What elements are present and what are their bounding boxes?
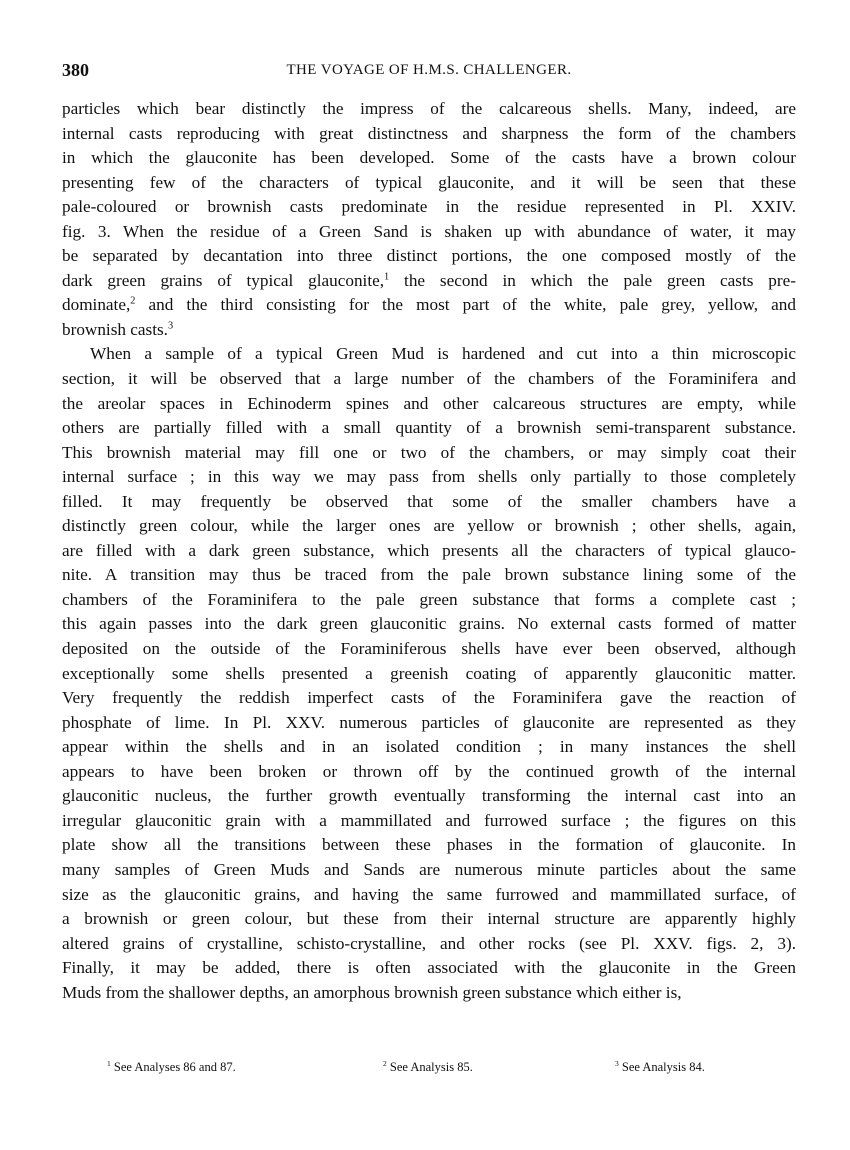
- footnote-text: See Analysis 84.: [621, 1060, 705, 1074]
- paragraph: [62, 97, 796, 342]
- footnote: [615, 1060, 705, 1075]
- text-line: fig. 3. When the residue of a Green Sand is shaken up with abundance of water, it may: [62, 221, 796, 241]
- text-line: distinctly green colour, while the larger ones are yellow or brownish ; other shells, again,: [62, 516, 796, 536]
- text-line: internal casts reproducing with great distinctness and sharpness the form of the chambers: [62, 123, 796, 143]
- text-line: be separated by decantation into three distinct portions, the one composed mostly of the: [62, 246, 796, 266]
- text-line: pale-coloured or brownish casts predominate in the residue represented in Pl. XXIV.: [62, 197, 796, 217]
- footnote-mark: 2: [383, 1058, 387, 1068]
- text-line: nite. A transition may thus be traced from the pale brown substance lining some of the: [62, 565, 796, 585]
- text-line: internal surface ; in this way we may pass from shells only partially to those completely: [62, 467, 796, 487]
- text-line: the areolar spaces in Echinoderm spines and other calcareous structures are empty, while: [62, 393, 796, 413]
- footnote: [383, 1060, 473, 1075]
- text-line: are filled with a dark green substance, which presents all the characters of typical glauco-: [62, 540, 796, 560]
- text-line: presenting few of the characters of typical glauconite, and it will be seen that these: [62, 172, 796, 192]
- running-title: THE VOYAGE OF H.M.S. CHALLENGER.: [286, 62, 572, 78]
- text-line: dominate,$^2$ and the third consisting for the most part of the white, pale grey, yellow, and: [62, 295, 796, 315]
- text-line: irregular glauconitic grain with a mammillated and furrowed surface ; the figures on this: [62, 810, 796, 830]
- text-line: this again passes into the dark green glauconitic grains. No external casts formed of matter: [62, 614, 796, 634]
- footnote-text: See Analysis 85.: [389, 1060, 473, 1074]
- body-text: [62, 97, 796, 1005]
- text-line: Finally, it may be added, there is often associated with the glauconite in the Green: [62, 958, 796, 978]
- text-line: When a sample of a typical Green Mud is hardened and cut into a thin microscopic: [90, 344, 796, 364]
- text-line: chambers of the Foraminifera to the pale green substance that forms a complete cast ;: [62, 589, 796, 609]
- footnote-reference: 3: [167, 320, 174, 332]
- text-line: dark green grains of typical glauconite,$^1$ the second in which the pale green casts pre-: [62, 270, 796, 290]
- text-line: a brownish or green colour, but these from their internal structure are apparently highly: [62, 909, 796, 929]
- text-line: phosphate of lime. In Pl. XXV. numerous particles of glauconite are represented as they: [62, 712, 796, 732]
- text-line: plate show all the transitions between these phases in the formation of glauconite. In: [62, 835, 796, 855]
- text-line: in which the glauconite has been developed. Some of the casts have a brown colour: [62, 148, 796, 168]
- footnote-mark: 1: [107, 1058, 111, 1068]
- footnote-reference: 1: [384, 271, 390, 283]
- text-line: size as the glauconitic grains, and having the same furrowed and mammillated surface, of: [62, 884, 796, 904]
- paragraph: [62, 342, 796, 1005]
- footnote-text: See Analyses 86 and 87.: [113, 1060, 236, 1074]
- footnote: [107, 1060, 236, 1075]
- text-line: altered grains of crystalline, schisto-crystalline, and other rocks (see Pl. XXV. figs. 2, 3).: [62, 933, 796, 953]
- text-line: exceptionally some shells presented a greenish coating of apparently glauconitic matter.: [62, 663, 796, 683]
- page-number: 380: [62, 60, 89, 80]
- page-header: [62, 60, 796, 86]
- footnote-reference: 2: [130, 295, 136, 307]
- text-line: glauconitic nucleus, the further growth eventually transforming the internal cast into an: [62, 786, 796, 806]
- text-line: filled. It may frequently be observed that some of the smaller chambers have a: [62, 491, 796, 511]
- text-line: Muds from the shallower depths, an amorphous brownish green substance which either is,: [62, 982, 682, 1002]
- text-line: appear within the shells and in an isolated condition ; in many instances the shell: [62, 737, 796, 757]
- text-line: Very frequently the reddish imperfect casts of the Foraminifera gave the reaction of: [62, 688, 796, 708]
- text-line: deposited on the outside of the Foraminiferous shells have ever been observed, although: [62, 639, 796, 659]
- text-line: This brownish material may fill one or two of the chambers, or may simply coat their: [62, 442, 796, 462]
- text-line: many samples of Green Muds and Sands are numerous minute particles about the same: [62, 859, 796, 879]
- text-line: section, it will be observed that a large number of the chambers of the Foraminifera and: [62, 369, 796, 389]
- text-line: particles which bear distinctly the impress of the calcareous shells. Many, indeed, are: [62, 99, 796, 118]
- text-line: appears to have been broken or thrown off by the continued growth of the internal: [62, 761, 796, 781]
- text-line: brownish casts.$^3$: [62, 319, 174, 339]
- footnotes: [62, 1060, 796, 1080]
- footnote-mark: 3: [615, 1058, 619, 1068]
- text-line: others are partially filled with a small quantity of a brownish semi-transparent substance.: [62, 418, 796, 438]
